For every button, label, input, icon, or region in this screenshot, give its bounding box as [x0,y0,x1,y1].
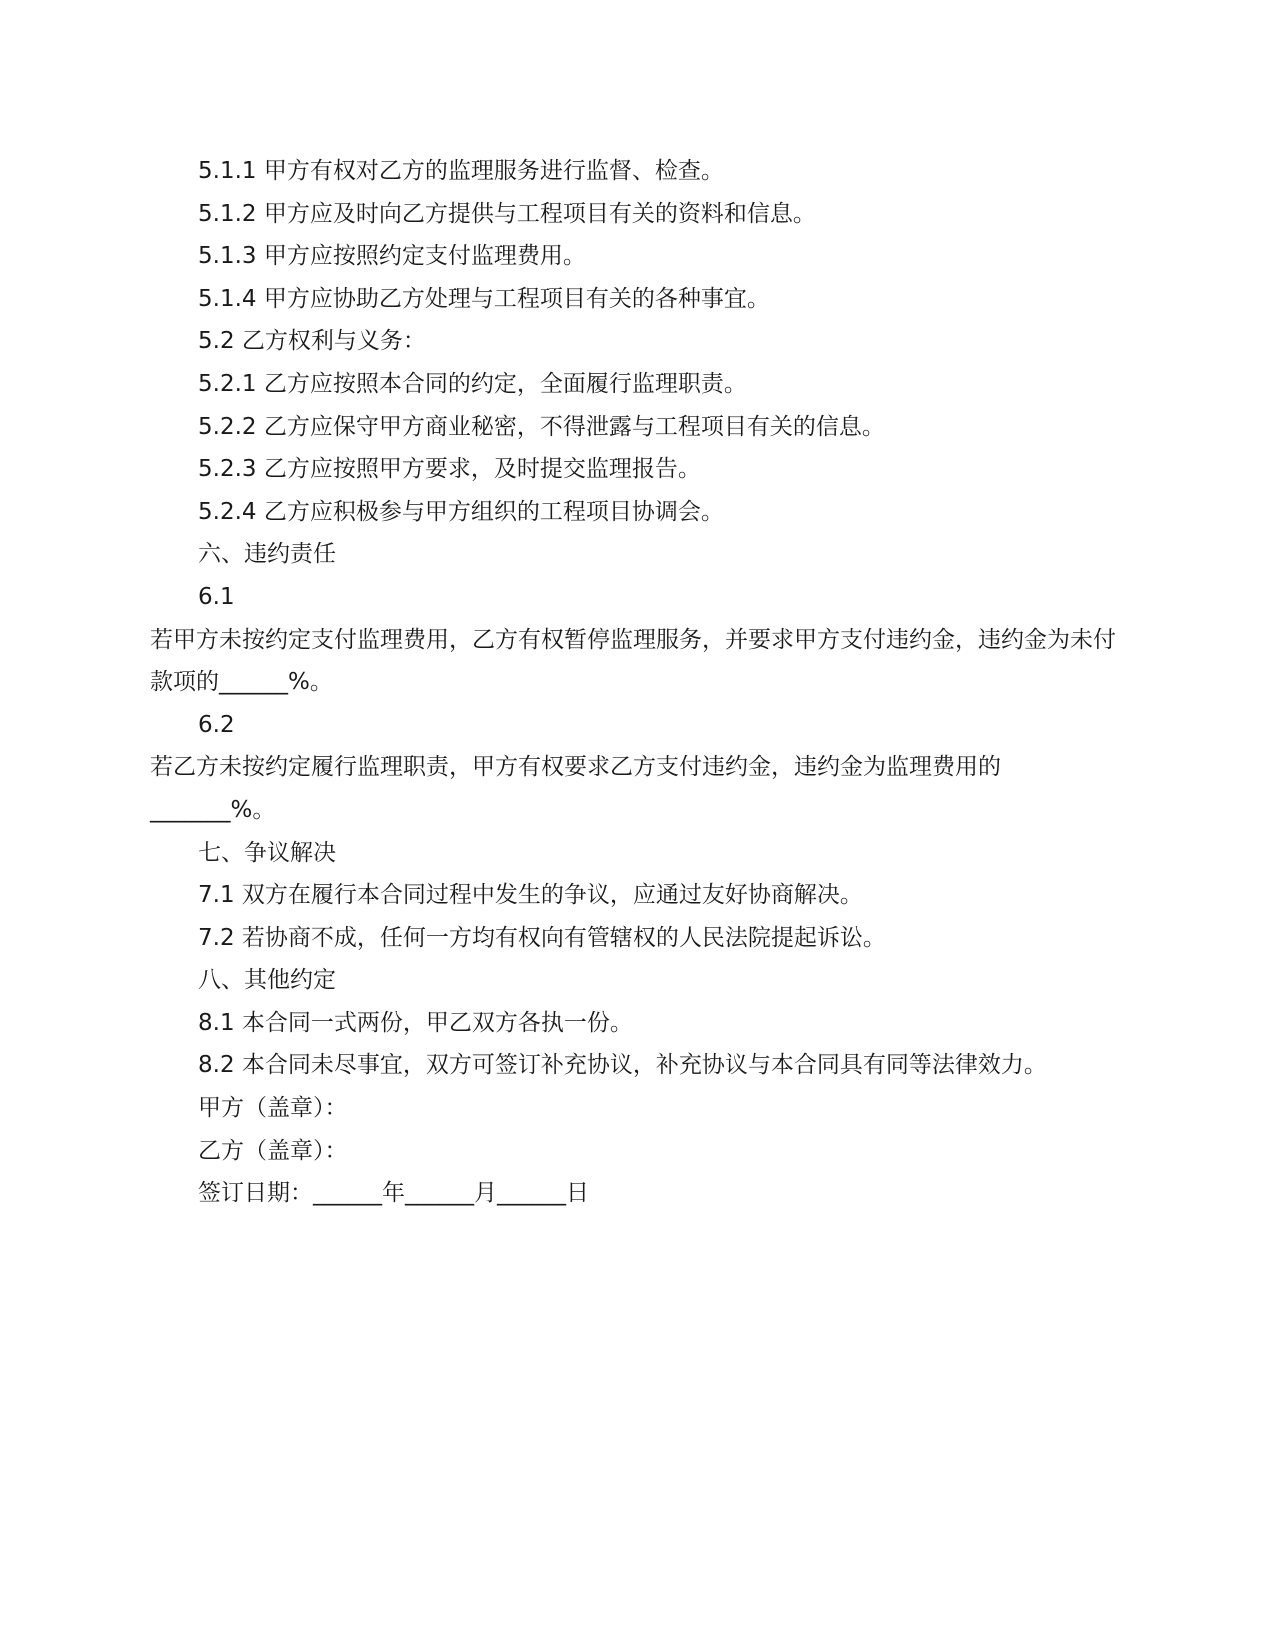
clause-5-1-3: 5.1.3 甲方应按照约定支付监理费用。 [198,243,586,270]
party-b-seal: 乙方（盖章）： [198,1137,348,1164]
clause-6-2-number: 6.2 [198,711,235,738]
clause-5-2-1: 5.2.1 乙方应按照本合同的约定，全面履行监理职责。 [198,370,747,397]
clause-5-2-3: 5.2.3 乙方应按照甲方要求，及时提交监理报告。 [198,456,701,483]
document-body [150,150,1125,1215]
section-6-heading: 六、违约责任 [198,541,336,568]
clause-7-1: 7.1 双方在履行本合同过程中发生的争议，应通过友好协商解决。 [198,882,863,909]
clause-6-2-text: 若乙方未按约定履行监理职责，甲方有权要求乙方支付违约金，违约金为监理费用的_______%。 [150,754,1001,823]
signing-date: 签订日期：______年______月______日 [198,1180,589,1207]
clause-5-1-2: 5.1.2 甲方应及时向乙方提供与工程项目有关的资料和信息。 [198,200,816,227]
clause-5-2-4: 5.2.4 乙方应积极参与甲方组织的工程项目协调会。 [198,498,724,525]
clause-6-1-text: 若甲方未按约定支付监理费用，乙方有权暂停监理服务，并要求甲方支付违约金，违约金为未付款项的______%。 [150,626,1116,696]
clause-7-2: 7.2 若协商不成，任何一方均有权向有管辖权的人民法院提起诉讼。 [198,924,886,951]
clause-5-1-1: 5.1.1 甲方有权对乙方的监理服务进行监督、检查。 [198,158,724,184]
clause-5-1-4: 5.1.4 甲方应协助乙方处理与工程项目有关的各种事宜。 [198,285,770,312]
clause-6-1-number: 6.1 [198,583,235,610]
clause-8-2: 8.2 本合同未尽事宜，双方可签订补充协议，补充协议与本合同具有同等法律效力。 [198,1052,1047,1079]
clause-8-1: 8.1 本合同一式两份，甲乙双方各执一份。 [198,1009,633,1036]
party-a-seal: 甲方（盖章）： [198,1095,348,1122]
clause-5-2-heading: 5.2 乙方权利与义务： [198,328,426,355]
section-8-heading: 八、其他约定 [198,967,336,994]
section-7-heading: 七、争议解决 [198,839,336,866]
clause-5-2-2: 5.2.2 乙方应保守甲方商业秘密，不得泄露与工程项目有关的信息。 [198,413,885,440]
